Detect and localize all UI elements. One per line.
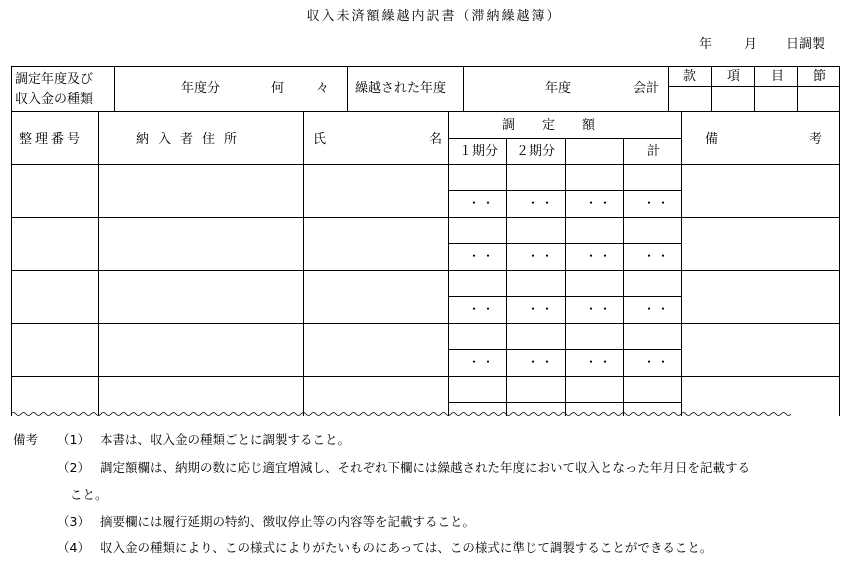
note-text: 本書は、収入金の種類ごとに調製すること。 bbox=[100, 432, 351, 447]
header-name-left: 氏 bbox=[313, 132, 327, 147]
note-number: （2） bbox=[57, 460, 90, 475]
what-label: 何 bbox=[271, 81, 285, 96]
header-period2: ２期分 bbox=[516, 144, 556, 159]
date-month: 月 bbox=[744, 37, 758, 52]
kou-label: 項 bbox=[727, 69, 741, 84]
date-dot-mark: ・・ bbox=[527, 302, 556, 316]
accounting-label: 会計 bbox=[633, 81, 660, 96]
header-total: 計 bbox=[647, 144, 661, 159]
date-dot-mark: ・・ bbox=[468, 302, 497, 316]
date-dot-mark: ・・ bbox=[468, 355, 497, 369]
header-assessment: 調定額 bbox=[502, 118, 623, 133]
date-dot-mark: ・・ bbox=[585, 196, 614, 210]
date-dot-mark: ・・ bbox=[643, 302, 672, 316]
label-year-line1: 調定年度及び bbox=[15, 72, 94, 87]
setsu-label: 節 bbox=[813, 69, 827, 84]
document-title: 収入未済額繰越内訳書（滞納繰越簿） bbox=[306, 9, 562, 24]
date-day: 日調製 bbox=[786, 37, 826, 52]
date-dot-mark: ・・ bbox=[585, 355, 614, 369]
date-dot-mark: ・・ bbox=[527, 249, 556, 263]
what-repeat-label: 々 bbox=[316, 81, 330, 96]
header-number: 整理番号 bbox=[19, 132, 84, 147]
date-dot-mark: ・・ bbox=[585, 249, 614, 263]
header-period1: １期分 bbox=[459, 144, 499, 159]
date-dot-mark: ・・ bbox=[643, 355, 672, 369]
fiscal-year-part: 年度分 bbox=[181, 81, 221, 96]
note-number: （3） bbox=[57, 514, 90, 529]
note-number: （4） bbox=[57, 540, 90, 555]
date-year: 年 bbox=[699, 37, 713, 52]
date-dot-mark: ・・ bbox=[643, 196, 672, 210]
break-wave bbox=[11, 413, 791, 416]
year-suffix: 年度 bbox=[545, 81, 572, 96]
moku-label: 目 bbox=[771, 69, 785, 84]
header-remarks-right: 考 bbox=[809, 132, 823, 147]
date-dot-mark: ・・ bbox=[468, 196, 497, 210]
note-text: 調定額欄は、納期の数に応じ適宜増減し、それぞれ下欄には繰越された年度において収入となった年月日を記載する bbox=[100, 460, 751, 475]
notes-heading: 備考 bbox=[13, 432, 39, 447]
note-text: 収入金の種類により、この様式によりがたいものにあっては、この様式に準じて調製することができること。 bbox=[100, 540, 713, 555]
carried-over-year-label: 繰越された年度 bbox=[355, 81, 447, 96]
date-dot-mark: ・・ bbox=[643, 249, 672, 263]
note-number: （1） bbox=[57, 432, 90, 447]
note-text: 摘要欄には履行延期の特約、徴収停止等の内容等を記載すること。 bbox=[100, 514, 476, 529]
kan-label: 款 bbox=[683, 69, 697, 84]
header-name-right: 名 bbox=[429, 132, 443, 147]
note-continuation: こと。 bbox=[70, 487, 108, 502]
date-dot-mark: ・・ bbox=[527, 355, 556, 369]
header-remarks-left: 備 bbox=[705, 132, 719, 147]
date-dot-mark: ・・ bbox=[527, 196, 556, 210]
header-address: 納入者住所 bbox=[136, 132, 247, 147]
label-year-line2: 収入金の種類 bbox=[15, 92, 94, 107]
date-dot-mark: ・・ bbox=[468, 249, 497, 263]
date-dot-mark: ・・ bbox=[585, 302, 614, 316]
